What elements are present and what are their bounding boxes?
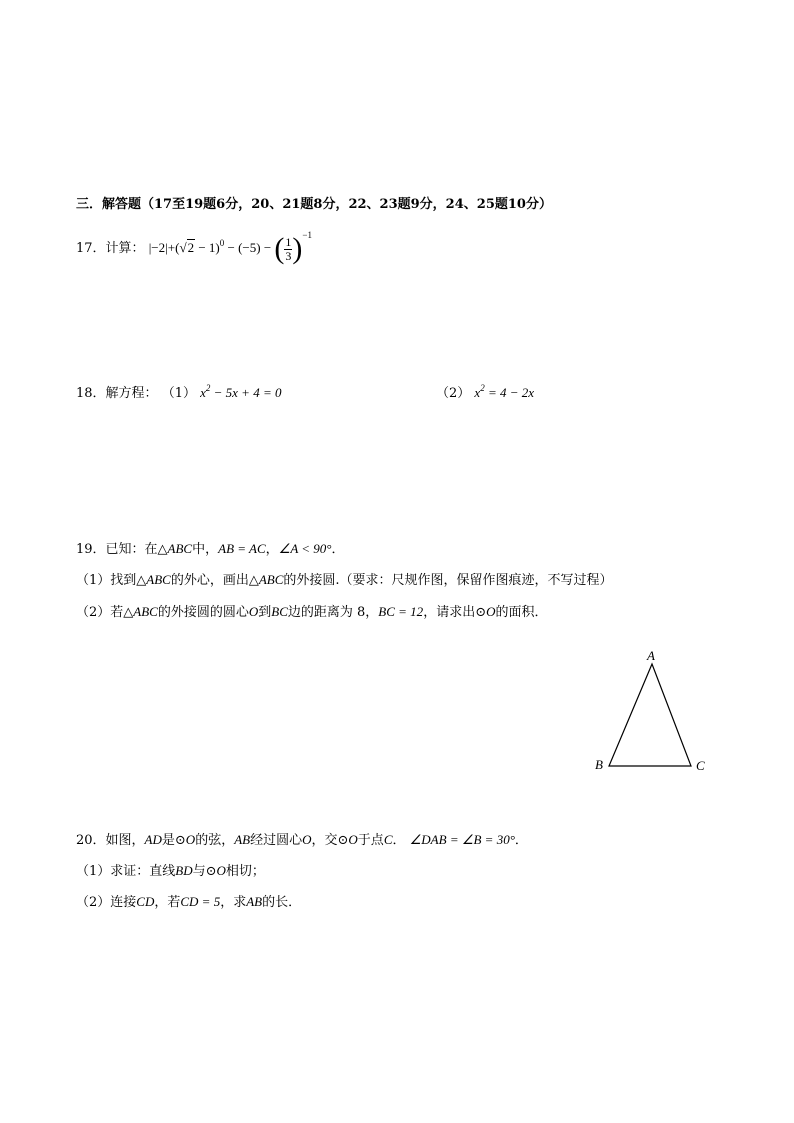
question-19: 19．已知：在△ABC中，AB = AC，∠A < 90°． [76,541,345,557]
vertex-label-c: C [696,758,705,773]
triangle-figure [588,644,718,779]
question-18 [76,384,281,403]
q17-label: 17．计算： [76,240,145,256]
q20-part1: （1）求证：直线BD与⊙O相切； [76,863,265,879]
sqrt-radicand: 2 [187,239,195,255]
q18-eq2: $x^2 = 4 - 2x$ [474,383,535,400]
q19-part2: （2）若△ABC的外接圆的圆心O到BC边的距离为 8，BC = 12，请求出⊙O的面积． [76,604,548,620]
triangle-abc [609,664,691,766]
section-title: 三．解答题（17至19题6分，20、21题8分，22、23题9分，24、25题10分） [76,197,552,212]
question-17 [76,229,312,265]
q18-part2-label: （2） [436,386,471,401]
q18-label: 18．解方程： [76,386,158,401]
q19-part1: （1）找到△ABC的外心，画出△ABC的外接圆.（要求：尺规作图，保留作图痕迹，不写过程） [76,572,613,588]
q18-eq1: $x^2 - 5x + 4 = 0$ [200,383,282,400]
vertex-label-a: A [647,648,655,663]
section-heading [76,196,552,214]
q17-expression: $|-2|+(√2 - 1)^0 - (-5)$ − ( $\frac{1}{3}$ )$^{-1}$ [148,229,312,265]
vertex-label-b: B [595,757,603,772]
question-18-part2 [436,384,534,403]
q20-part2: （2）连接CD，若CD = 5，求AB的长． [76,894,302,910]
fraction: $\frac{1}{3}$ [285,234,292,263]
question-20: 20．如图，AD是⊙O的弦，AB经过圆心O，交⊙O于点C． ∠DAB = ∠B = 30°． [76,832,528,848]
q18-part1-label: （1） [161,386,196,401]
